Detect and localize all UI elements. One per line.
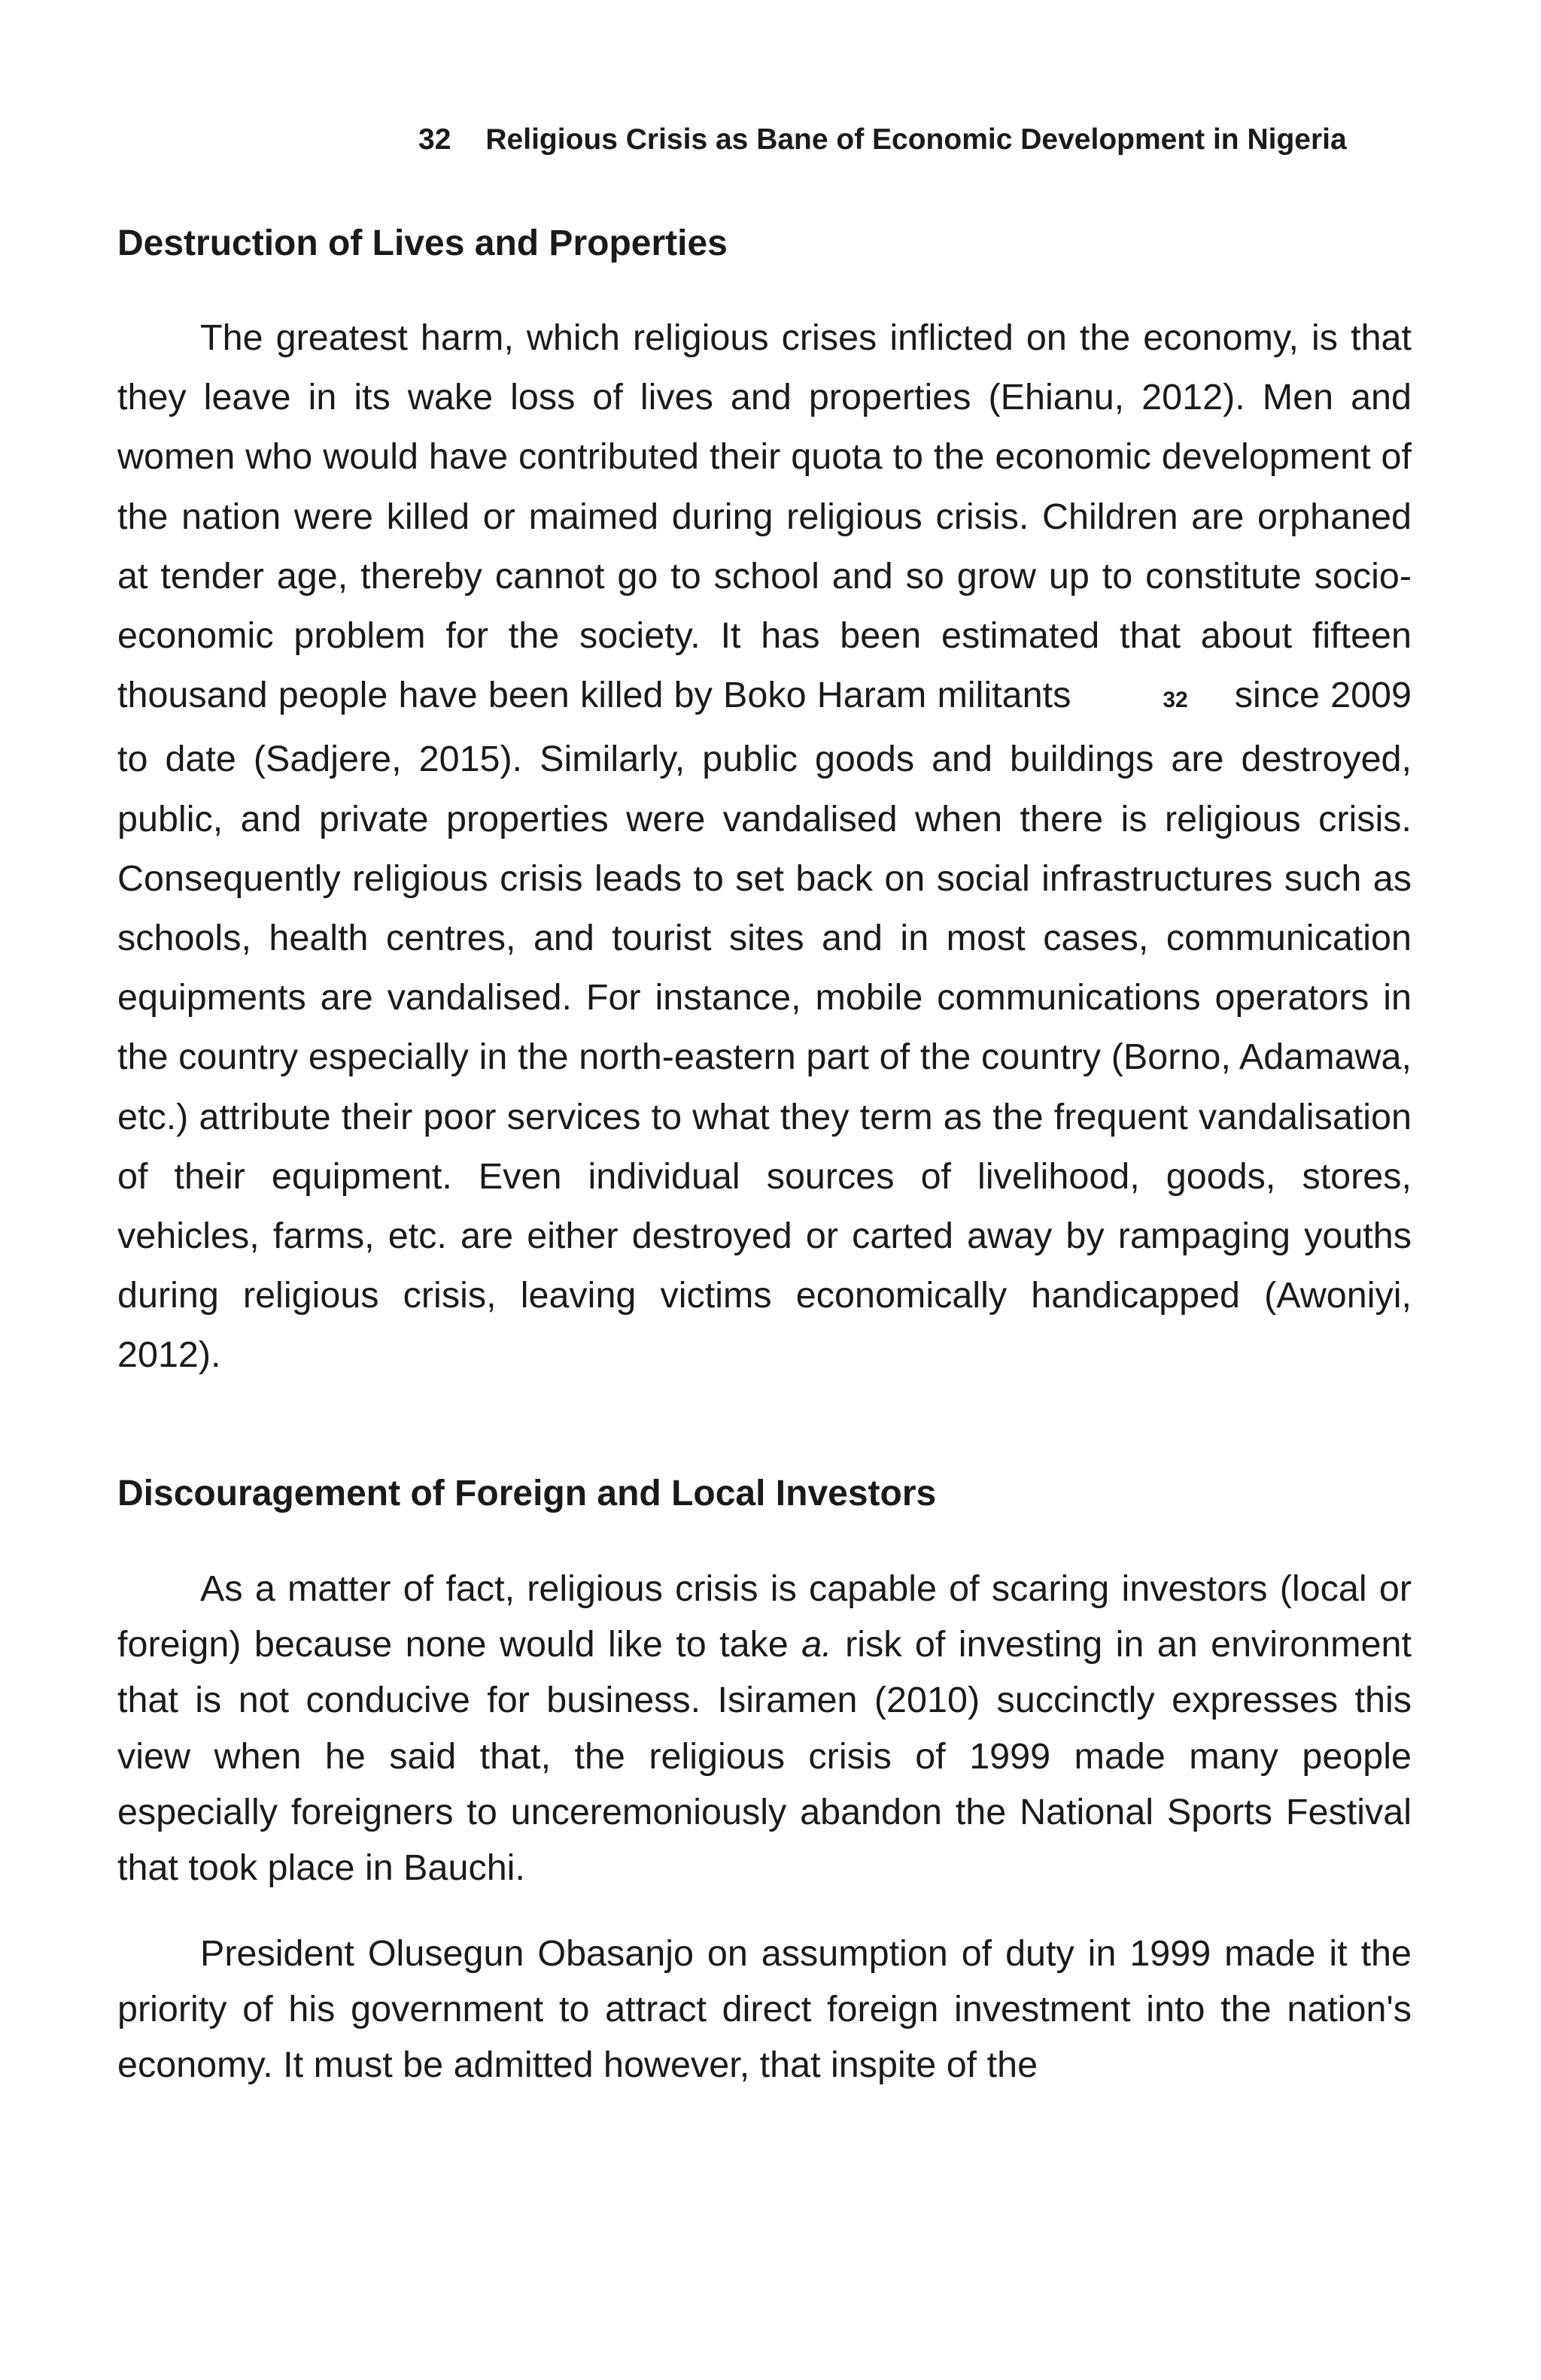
page-number: 32: [418, 123, 451, 156]
running-header: [418, 123, 1347, 156]
paragraph-text: risk of investing in an environment that is not conducive for business. Isiramen (2010) succinctly expresses this view when he said that, the religious crisis of 1999 made many people especially foreigners to unceremoniously abandon the National Sports Festival that took place in Bauchi.: [117, 1624, 1412, 1889]
italic-article: a.: [801, 1624, 832, 1665]
paragraph-investors-2: President Olusegun Obasanjo on assumption of duty in 1999 made it the priority of his government to attract direct foreign investment into the nation's economy. It must be admitted however, that inspite of the: [117, 1933, 1412, 2086]
footnote-reference: 32: [1163, 688, 1188, 713]
paragraph-destruction: [117, 308, 1412, 1386]
paragraph-text: As a matter of fact, religious crisis is capable of scaring investors (local or foreign) because none would like to take: [117, 1568, 1412, 1665]
section-heading-investors: Discouragement of Foreign and Local Investors: [117, 1474, 937, 1513]
section-heading-destruction: Destruction of Lives and Properties: [117, 223, 728, 263]
paragraph-text: since 2009 to date (Sadjere, 2015). Similarly, public goods and buildings are destroyed, public, and private properties were vandalised when there is religious crisis. Consequently religious crisis leads to set back on social infrastructures such as schools, health centres, and tourist sites and in most cases, communication equipments are vandalised. For instance, mobile communications operators in the country especially in the north-eastern part of the country (Borno, Adamawa, etc.) attribute their poor services to what they term as the frequent vandalisation of their equipment. Even individual sources of livelihood, goods, stores, vehicles, farms, etc. are either destroyed or carted away by rampaging youths during religious crisis, leaving victims economically handicapped (Awoniyi, 2012).: [117, 675, 1412, 1376]
paragraph-text: The greatest harm, which religious crises inflicted on the economy, is that they leave in its wake loss of lives and properties (Ehianu, 2012). Men and women who would have contributed their quota to the economic development of the nation were killed or maimed during religious crisis. Children are orphaned at tender age, thereby cannot go to school and so grow up to constitute socio-economic problem for the society. It has been estimated that about fifteen thousand people have been killed by Boko Haram militants: [117, 317, 1412, 716]
running-title: Religious Crisis as Bane of Economic Development in Nigeria: [485, 123, 1347, 156]
paragraph-investors-1: [117, 1561, 1412, 1896]
